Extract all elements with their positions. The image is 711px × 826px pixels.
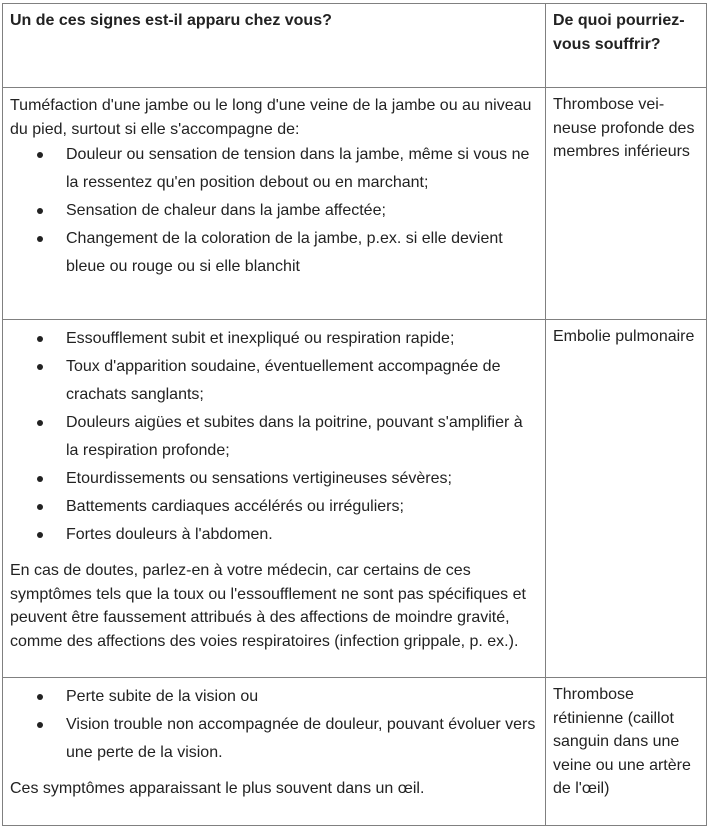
- list-item: Sensation de chaleur dans la jambe affectée;: [66, 197, 538, 225]
- symptoms-cell: [3, 678, 546, 826]
- symptoms-cell: [3, 320, 546, 678]
- symptom-intro: Tuméfaction d'une jambe ou le long d'une veine de la jambe ou au niveau du pied, surtout si elle s'accompagne de:: [10, 97, 532, 138]
- list-item: Douleurs aigües et subites dans la poitrine, pouvant s'amplifier à la respiration profonde;: [66, 409, 538, 465]
- symptom-note: Ces symptômes apparaissant le plus souvent dans un œil.: [10, 780, 425, 797]
- symptom-table: [2, 3, 707, 826]
- table-row: [3, 320, 707, 678]
- table-row: [3, 678, 707, 826]
- symptom-list: [10, 325, 538, 549]
- list-item: Changement de la coloration de la jambe, p.ex. si elle devient bleue ou rouge ou si elle blanchit: [66, 225, 538, 281]
- symptom-list: [10, 683, 538, 767]
- symptom-list: [10, 141, 538, 281]
- symptom-note: En cas de doutes, parlez-en à votre médecin, car certains de ces symptômes tels que la toux ou l'essoufflement ne sont pas spécifiques et peuvent être faussement attribués à des affections de moindre gravité, comme des affections des voies respiratoires (infection grippale, p. ex.).: [10, 562, 526, 650]
- list-item: Vision trouble non accompagnée de douleur, pouvant évoluer vers une perte de la vision.: [66, 711, 538, 767]
- symptoms-cell: [3, 88, 546, 320]
- list-item: Perte subite de la vision ou: [66, 683, 538, 711]
- list-item: Douleur ou sensation de tension dans la jambe, même si vous ne la ressentez qu'en position debout ou en marchant;: [66, 141, 538, 197]
- header-condition: De quoi pourriez-vous souffrir?: [546, 4, 707, 88]
- list-item: Etourdissements ou sensations vertigineuses sévères;: [66, 465, 538, 493]
- diagnosis-cell: Thrombose veineuse profonde des membres inférieurs: [546, 88, 707, 320]
- diagnosis-cell: Embolie pulmonaire: [546, 320, 707, 678]
- list-item: Fortes douleurs à l'abdomen.: [66, 521, 538, 549]
- table-row: [3, 88, 707, 320]
- header-symptoms: Un de ces signes est-il apparu chez vous?: [3, 4, 546, 88]
- list-item: Battements cardiaques accélérés ou irréguliers;: [66, 493, 538, 521]
- table-header-row: [3, 4, 707, 88]
- list-item: Essoufflement subit et inexpliqué ou respiration rapide;: [66, 325, 538, 353]
- diagnosis-cell: Thrombose rétinienne (caillot sanguin dans une veine ou une artère de l'œil): [546, 678, 707, 826]
- list-item: Toux d'apparition soudaine, éventuellement accompagnée de crachats sanglants;: [66, 353, 538, 409]
